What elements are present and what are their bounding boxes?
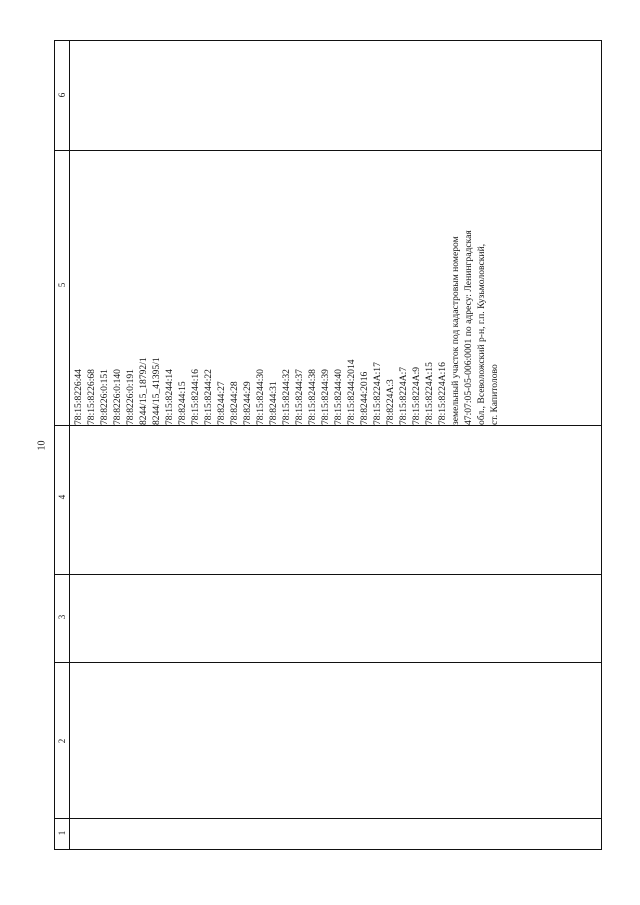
cadastral-item: 78:15:8244:16 — [190, 369, 201, 425]
column-separator-3-4 — [54, 574, 602, 575]
address-line: ст. Капитолово — [489, 364, 500, 425]
register-table — [54, 40, 602, 850]
cadastral-item: 8244/15_41395/1 — [151, 357, 162, 425]
cadastral-item: 78:15:8224A:15 — [424, 362, 435, 425]
address-line: обл., Всеволожский р-н, г.п. Кузьмоловский, — [476, 243, 487, 425]
cadastral-item: 78:15:8224A:17 — [372, 362, 383, 425]
cadastral-item: 78:8226:0:151 — [99, 369, 110, 425]
cadastral-item: 78:15:8244:39 — [320, 369, 331, 425]
column-number-4: 4 — [57, 494, 67, 500]
column-number-2: 2 — [57, 738, 67, 744]
cadastral-item: 78:8244:2016 — [359, 371, 370, 425]
cadastral-item: 78:8244:29 — [242, 381, 253, 425]
cadastral-item: 78:15:8244:22 — [203, 369, 214, 425]
column-number-1: 1 — [57, 830, 67, 836]
cadastral-item: 78:15:8244:30 — [255, 369, 266, 425]
cadastral-item: 8244/15_18792/1 — [138, 357, 149, 425]
cadastral-item: 78:8244:31 — [268, 381, 279, 425]
column-separator-1-2 — [54, 818, 602, 819]
cadastral-item: 78:15:8244:32 — [281, 369, 292, 425]
cadastral-item: 78:15:8224A:16 — [437, 362, 448, 425]
cadastral-item: 78:15:8244:40 — [333, 369, 344, 425]
cadastral-item: 78:15:8244:37 — [294, 369, 305, 425]
column-number-3: 3 — [57, 614, 67, 620]
cadastral-item: 78:15:8244:2014 — [346, 359, 357, 425]
cadastral-item: 78:15:8226:68 — [86, 369, 97, 425]
column-separator-2-3 — [54, 662, 602, 663]
column-number-5: 5 — [57, 282, 67, 288]
cadastral-item: 78:15:8244:14 — [164, 369, 175, 425]
cadastral-item: 78:15:8224A:9 — [411, 366, 422, 425]
table-border-right — [601, 40, 602, 850]
cadastral-item: 78:8226:0:191 — [125, 369, 136, 425]
cadastral-item: 78:8226:0:140 — [112, 369, 123, 425]
table-border-top — [54, 40, 602, 41]
cadastral-item: 78:8244:28 — [229, 381, 240, 425]
column-separator-5-6 — [54, 150, 602, 151]
table-border-left — [54, 40, 55, 850]
page-number: 10 — [36, 440, 48, 451]
header-separator — [69, 40, 70, 850]
cadastral-item: 78:8244:27 — [216, 381, 227, 425]
address-line: 47:07:05-05-006:0001 по адресу: Ленинградская — [463, 230, 474, 425]
column-number-6: 6 — [57, 92, 67, 98]
cadastral-item: 78:8224A:3 — [385, 379, 396, 425]
address-line: земельный участок под кадастровым номером — [450, 236, 461, 425]
column-separator-4-5 — [54, 425, 602, 426]
cadastral-item: 78:15:8244:38 — [307, 369, 318, 425]
cadastral-item: 78:15:8224A:7 — [398, 366, 409, 425]
cadastral-item: 78:8244:15 — [177, 381, 188, 425]
cadastral-item: 78:15:8226:44 — [73, 369, 84, 425]
table-border-bottom — [54, 849, 602, 850]
